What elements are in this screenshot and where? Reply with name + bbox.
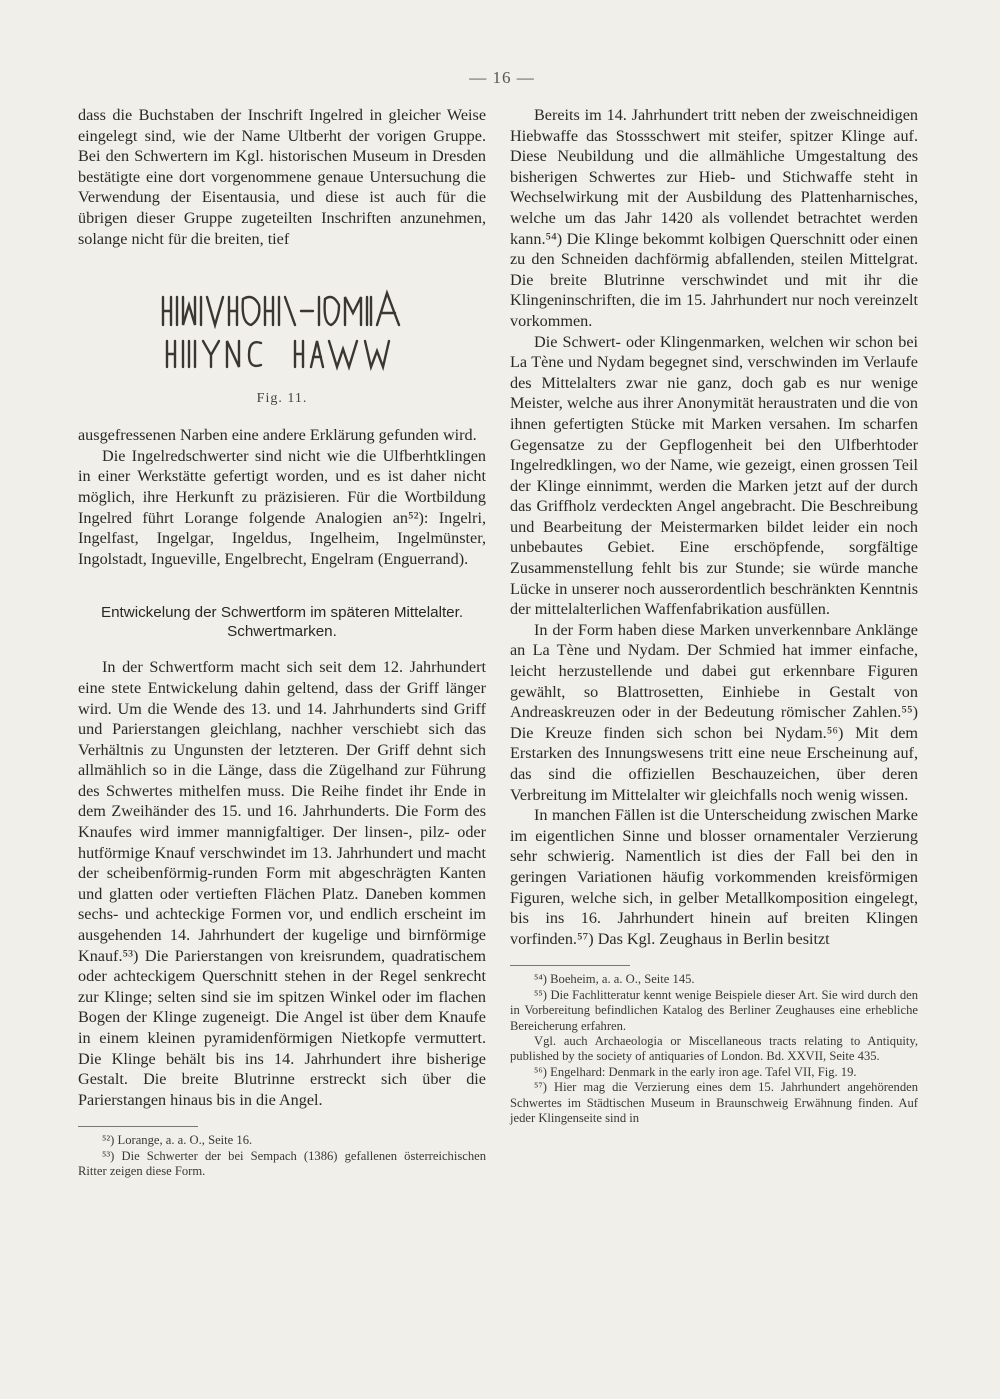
left-paragraph-4: In der Schwertform macht sich seit dem 12. Jahrhundert eine stete Entwickelung dahin geltend, dass der Griff länger wird. Um die Wende des 13. und 14. Jahrhunderts sind Griff und Parierstangen gleichlang, nachher verschiebt sich das Verhältnis zu Ungunsten der letzteren. Der Griff dehnt sich allmählich so in die Länge, dass die Zügelhand zur Führung des Schwertes mithelfen muss. Die Reihe findet ihr Ende in dem Zweihänder des 15. und 16. Jahrhunderts. Die Form des Knaufes wird immer mannigfaltiger. Der linsen-, pilz- oder hutförmige Knauf verschwindet im 13. Jahrhundert und macht der scheibenförmig-runden Form mit abgeschrägten Kanten und glatten oder vertieften Flächen Platz. Daneben kommen sechs- und achteckige Formen vor, und endlich erscheint im ausgehenden 14. Jahrhundert der kugelige und birnförmige Knauf.⁵³) Die Parierstangen von kreisrundem, quadratischem oder achteckigem Querschnitt stehen in der Regel senkrecht zur Klinge; selten sind sie im spitzen Winkel oder im flachen Bogen der Klinge zugeneigt. Die Angel ist über dem Knaufe in einem kleinen pyramidenförmigen Nietkopfe vermuttert. Die Klinge behält bis ins 14. Jahrhundert ihre bisherige Gestalt. Die breite Blutrinne erstreckt sich über die Parierstangen hinaus bis in die Angel. [78,658,486,1109]
footnote-rule-left [78,1126,198,1127]
footnote-57: ⁵⁷) Hier mag die Verzierung eines dem 15. Jahrhundert angehörenden Schwertes im Städtischen Museum in Braunschweig Erwähnung finden. Auf jeder Klingenseite sind in [510,1080,918,1125]
page-number: — 16 — [469,68,535,87]
left-paragraph-2: ausgefressenen Narben eine andere Erklärung gefunden wird. [78,426,477,445]
footnote-55: ⁵⁵) Die Fachlitteratur kennt wenige Beispiele dieser Art. Sie wird durch den in Vorbereitung befindlichen Katalog des Berliner Zeughauses eine erhebliche Bereicherung erfahren. [510,987,918,1033]
left-paragraph-3: Die Ingelredschwerter sind nicht wie die Ulfberhtklingen in einer Werkstätte gefertigt worden, und es ist daher nicht möglich, ihre Herkunft zu präzisieren. Für die Wortbildung Ingelred führt Lorange folgende Analogien an⁵²): Ingelri, Ingelfast, Ingelgar, Ingeldus, Ingelheim, Ingelmünster, Ingolstadt, Ingueville, Engelbrecht, Engelram (Enguerrand). [78,446,486,568]
footnote-rule-right [510,965,630,966]
left-column [78,105,486,1180]
right-column [510,105,918,1126]
footnote-55-continued: Vgl. auch Archaeologia or Miscellaneous tracts relating to Antiquity, published by the society of antiquaries of London. Bd. XXVII, Seite 435. [510,1033,918,1064]
figure-11 [78,285,486,407]
footnote-53: ⁵³) Die Schwerter der bei Sempach (1386) gefallenen österreichischen Ritter zeigen diese Form. [78,1148,486,1179]
figure-caption: Fig. 11. [256,391,308,407]
right-paragraph-4: In manchen Fällen ist die Unterscheidung zwischen Marke im eigentlichen Sinne und blosser ornamentaler Verzierung sehr schwierig. Namentlich ist dies der Fall bei den in geringen Variationen häufig vorkommenden kreisförmigen Figuren, welche sich, in gelber Metallkomposition eingelegt, bis ins 16. Jahrhundert hinein auf breiten Klingen vorfinden.⁵⁷) Das Kgl. Zeughaus in Berlin besitzt [510,806,918,948]
footnote-56: ⁵⁶) Engelhard: Denmark in the early iron age. Tafel VII, Fig. 19. [534,1064,857,1079]
right-paragraph-3: In der Form haben diese Marken unverkennbare Anklänge an La Tène und Nydam. Der Schmied hat immer einfache, leicht herzustellende und dabei gut erkennbare Figuren gewählt, so Blattrosetten, Einhiebe in Gestalt von Andreaskreuzen oder in der Bedeutung römischer Zahlen.⁵⁵) Die Kreuze finden sich schon bei Nydam.⁵⁶) Mit dem Erstarken des Innungswesens tritt eine neue Erscheinung auf, das sind die offiziellen Beschauzeichen, über deren Verbreitung im Mittelalter wir gleichfalls noch wenig wissen. [510,620,918,804]
right-paragraph-1: Bereits im 14. Jahrhundert tritt neben der zweischneidigen Hiebwaffe das Stossschwert mit steifer, spitzer Klinge auf. Diese Neubildung und die allmähliche Umgestaltung des bisherigen Schwertes zur Hieb- und Stichwaffe steht in Wechselwirkung mit der Ausbildung des Plattenharnisches, welche um das Jahr 1420 als vollendet betrachtet werden kann.⁵⁴) Die Klinge bekommt kolbigen Querschnitt oder einen zu den Schneiden dachförmig abfallenden, steilen Mittelgrat. Die breite Blutrinne verschwindet und mit ihr die Klingeninschriften, die im 15. Jahrhundert nur noch vereinzelt vorkommen. [510,106,918,330]
footnote-52: ⁵²) Lorange, a. a. O., Seite 16. [102,1133,253,1148]
footnote-54: ⁵⁴) Boeheim, a. a. O., Seite 145. [534,972,695,987]
right-paragraph-2: Die Schwert- oder Klingenmarken, welchen wir schon bei La Tène und Nydam begegnet sind, verschwinden im Verlaufe des Mittelalters zwar nie ganz, doch gab es nur wenige Meister, welche aus ihrer Anonymität heraustraten und die von ihnen gefertigten Stücke mit Marken versahen. Im scharfen Gegensatze zu der Gepflogenheit bei den Ulfberhtoder Ingelredklingen, wo der Name, wie gezeigt, einen grossen Teil der Klinge einnimmt, werden die Marken jetzt auf der durch das Griffholz verdeckten Angel angebracht. Die Beschreibung und Bearbeitung der Meistermarken bildet leider ein noch unbebautes Gebiet. Eine erschöpfende, sorgfältige Zusammenstellung fehlt bis zur Stunde; sie würde manche Lücke in unserer noch ausserordentlich beschränkten Kenntnis der mittelalterlichen Waffenfabrikation ausfüllen. [510,332,918,619]
sword-inscription-figure [157,285,407,377]
section-heading: Entwickelung der Schwertform im späteren Mittelalter. Schwertmarken. [100,604,464,641]
left-paragraph-1: dass die Buchstaben der Inschrift Ingelred in gleicher Weise eingelegt sind, wie der Name Ultberht der vorigen Gruppe. Bei den Schwertern im Kgl. historischen Museum in Dresden bestätigte eine dort vorgenommene genaue Untersuchung die Verwendung der Eisentausia, und diese ist auch für die übrigen dieser Gruppe zugeteilten Inschriften anzunehmen, solange nicht für die breiten, tief [78,106,486,248]
